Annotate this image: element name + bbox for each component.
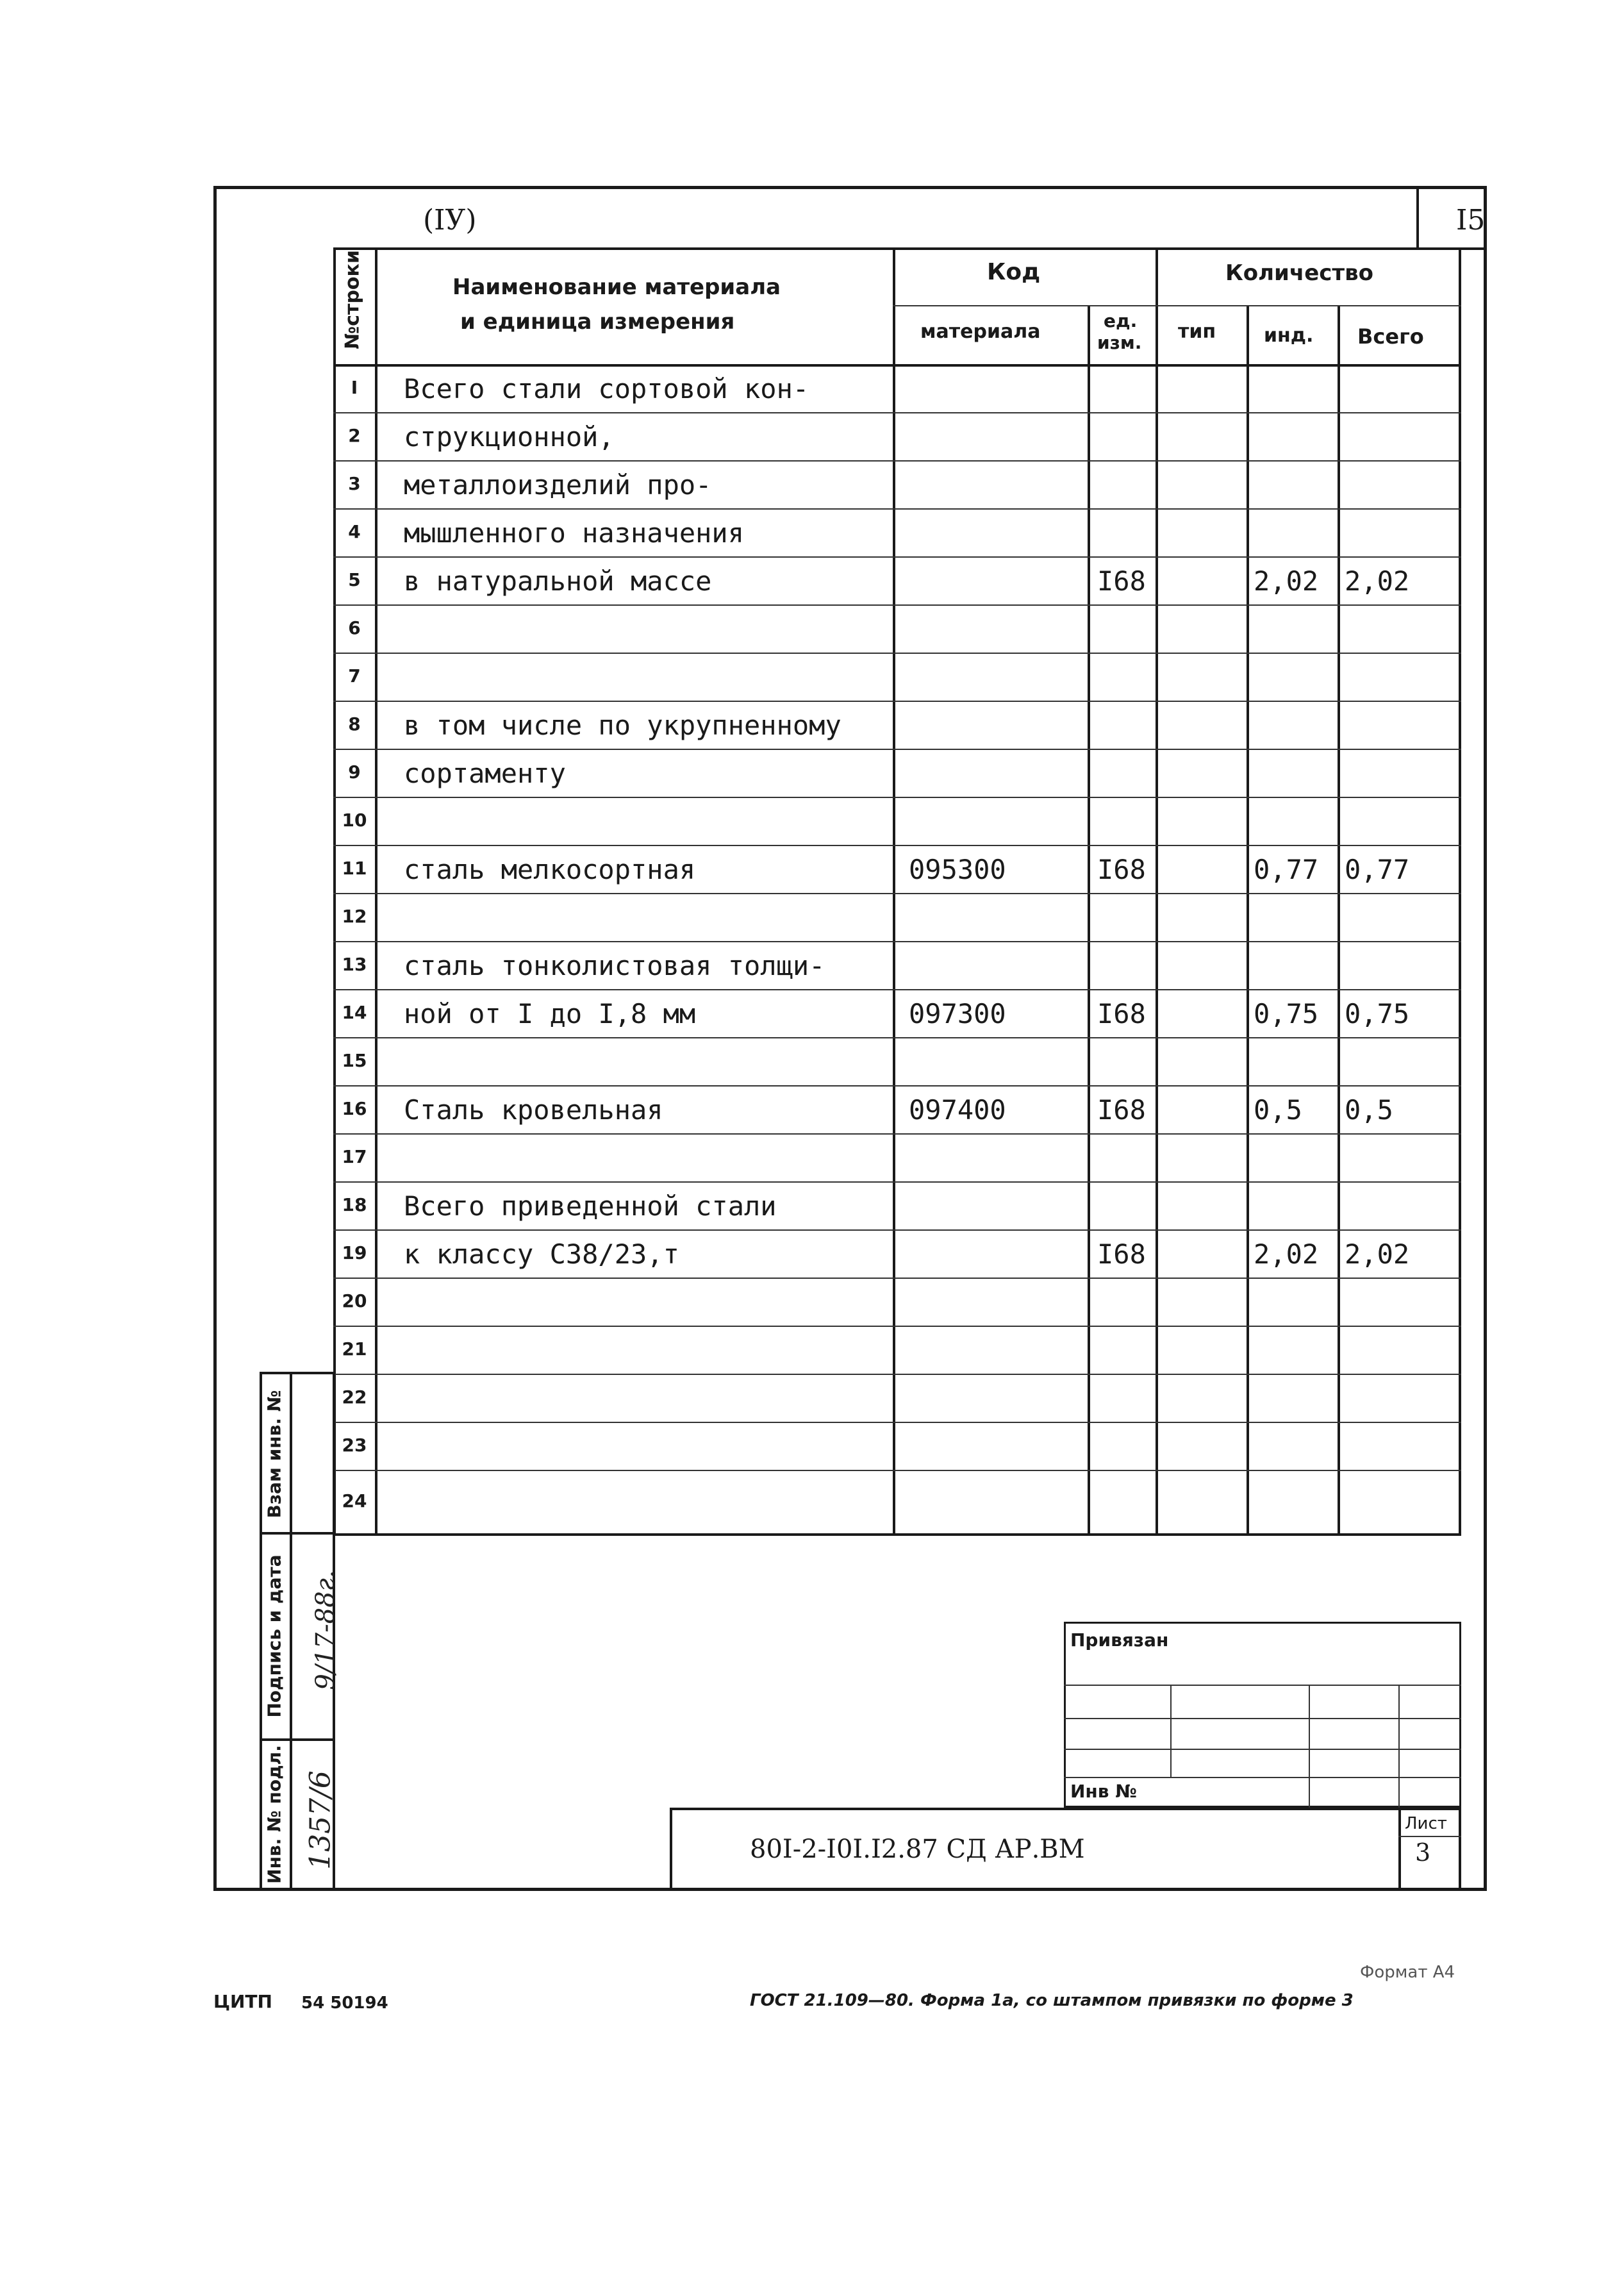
row-number: 21 — [342, 1338, 367, 1360]
row-number: 6 — [348, 617, 361, 638]
row-name: к классу С38/23,т — [404, 1238, 679, 1270]
row-separator — [333, 845, 1461, 846]
header-name-line2: и единица измерения — [460, 309, 735, 335]
binding-inv-label: Инв № — [1070, 1781, 1137, 1802]
binding-vline-1 — [1170, 1685, 1172, 1777]
row-separator — [333, 941, 1461, 942]
title-block-divider — [1398, 1808, 1401, 1891]
row-name: сортаменту — [404, 757, 566, 789]
row-number: 17 — [342, 1145, 367, 1167]
row-name: Сталь кровельная — [404, 1094, 663, 1126]
row-number: 22 — [342, 1386, 367, 1408]
row-number: 7 — [348, 665, 361, 687]
row-total: 0,75 — [1345, 997, 1410, 1029]
col-sep-rownum — [375, 247, 377, 1536]
row-number: 2 — [348, 424, 361, 446]
row-separator — [333, 556, 1461, 558]
row-unit: I68 — [1097, 565, 1146, 597]
row-unit: I68 — [1097, 1238, 1146, 1270]
row-number: 5 — [348, 569, 361, 590]
header-code-material: материала — [920, 321, 1041, 343]
header-code-unit-2: изм. — [1097, 332, 1142, 353]
row-separator — [333, 1470, 1461, 1471]
binding-vline-2 — [1309, 1685, 1310, 1808]
footer-format: Формат А4 — [1360, 1963, 1455, 1982]
row-separator — [333, 508, 1461, 510]
row-separator — [333, 1278, 1461, 1279]
row-number: 19 — [342, 1242, 367, 1263]
row-separator — [333, 1181, 1461, 1183]
row-number: 4 — [348, 520, 361, 542]
table-left-border — [333, 247, 336, 1536]
row-total: 0,5 — [1345, 1094, 1393, 1126]
col-sep-unit — [1156, 247, 1158, 1536]
row-separator — [333, 1037, 1461, 1038]
binding-stamp-title: Привязан — [1070, 1629, 1169, 1651]
row-separator — [333, 412, 1461, 413]
row-separator — [333, 893, 1461, 894]
row-number: 14 — [342, 1001, 367, 1023]
row-code: 095300 — [909, 853, 1006, 885]
row-name: струкционной, — [404, 420, 615, 453]
row-code: 097400 — [909, 1094, 1006, 1126]
row-total: 2,02 — [1345, 1238, 1410, 1270]
row-ind: 2,02 — [1254, 565, 1319, 597]
row-number: I — [351, 376, 358, 398]
row-number: 3 — [348, 472, 361, 494]
row-separator — [333, 749, 1461, 750]
row-name: ной от I до I,8 мм — [404, 997, 696, 1029]
binding-line-3 — [1064, 1749, 1461, 1750]
row-number: 10 — [342, 809, 367, 831]
row-separator — [333, 1326, 1461, 1327]
header-name-line1: Наименование материала — [452, 274, 781, 300]
header-code-group: Код — [987, 259, 1041, 285]
title-block-sheet-label: Лист — [1405, 1814, 1447, 1833]
row-separator — [333, 1374, 1461, 1375]
row-unit: I68 — [1097, 997, 1146, 1029]
footer-order: 54 50194 — [301, 1994, 388, 2013]
row-number: 12 — [342, 905, 367, 927]
row-name: сталь мелкосортная — [404, 853, 696, 885]
col-sep-ind — [1338, 305, 1340, 1536]
page-number: I5 — [1456, 204, 1486, 237]
row-number: 24 — [342, 1490, 367, 1511]
header-row-number: №строки — [341, 250, 364, 349]
row-separator — [333, 989, 1461, 990]
title-block-sheet-value: 3 — [1415, 1838, 1431, 1867]
footer-standard: ГОСТ 21.109—80. Форма 1а, со штампом привязки по форме 3 — [750, 1991, 1354, 2010]
row-name: в натуральной массе — [404, 565, 712, 597]
row-number: 9 — [348, 761, 361, 783]
col-sep-code-material — [1088, 305, 1090, 1536]
row-separator — [333, 653, 1461, 654]
binding-line-2 — [1064, 1718, 1461, 1719]
row-number: 18 — [342, 1194, 367, 1215]
row-number: 11 — [342, 857, 367, 879]
row-ind: 0,75 — [1254, 997, 1319, 1029]
side-stamp-sep1 — [260, 1532, 335, 1535]
row-separator — [333, 1422, 1461, 1423]
side-stamp-vzam: Взам инв. № — [263, 1390, 285, 1519]
row-separator — [333, 797, 1461, 798]
header-qty-type: тип — [1178, 321, 1216, 343]
page-number-divider — [1416, 186, 1419, 250]
header-qty-ind: инд. — [1264, 324, 1314, 347]
col-sep-name — [893, 247, 895, 1536]
row-total: 0,77 — [1345, 853, 1410, 885]
row-name: Всего приведенной стали — [404, 1190, 777, 1222]
row-code: 097300 — [909, 997, 1006, 1029]
table-bottom-border — [333, 1533, 1461, 1536]
row-ind: 0,5 — [1254, 1094, 1302, 1126]
side-stamp-sep2 — [260, 1738, 335, 1741]
row-ind: 2,02 — [1254, 1238, 1319, 1270]
row-name: металлоизделий про- — [404, 469, 712, 501]
row-separator — [333, 701, 1461, 702]
row-separator — [333, 604, 1461, 606]
side-stamp-podpis: Подпись и дата — [263, 1554, 285, 1718]
row-unit: I68 — [1097, 853, 1146, 885]
header-bottom-line — [333, 364, 1461, 367]
row-name: сталь тонколистовая толщи- — [404, 949, 825, 981]
title-block-designation: 80I-2-I0I.I2.87 СД АР.ВМ — [750, 1835, 1085, 1864]
side-stamp-inv-number: 1357/6 — [304, 1770, 337, 1870]
table-top-border — [333, 247, 1461, 250]
header-subline — [893, 305, 1461, 306]
row-unit: I68 — [1097, 1094, 1146, 1126]
row-name: Всего стали сортовой кон- — [404, 372, 809, 404]
side-stamp-divider — [290, 1372, 292, 1891]
table-right-border — [1459, 247, 1461, 1536]
binding-line-4 — [1064, 1777, 1461, 1778]
row-separator — [333, 1133, 1461, 1135]
side-stamp-inv-podl: Инв. № подл. — [263, 1745, 285, 1884]
side-stamp-signature: 9/17-88г. — [311, 1570, 340, 1690]
binding-line-1 — [1064, 1685, 1461, 1686]
row-number: 15 — [342, 1049, 367, 1071]
row-name: мышленного назначения — [404, 517, 745, 549]
header-qty-group: Количество — [1225, 260, 1374, 286]
col-sep-type — [1247, 305, 1249, 1536]
row-separator — [333, 1229, 1461, 1231]
binding-vline-3 — [1398, 1685, 1400, 1808]
header-qty-total: Всего — [1357, 324, 1424, 349]
footer-org: ЦИТП — [213, 1991, 272, 2012]
row-name: в том числе по укрупненному — [404, 709, 841, 741]
row-number: 16 — [342, 1097, 367, 1119]
row-separator — [333, 1085, 1461, 1087]
row-number: 23 — [342, 1434, 367, 1456]
row-number: 20 — [342, 1290, 367, 1311]
row-ind: 0,77 — [1254, 853, 1319, 885]
row-total: 2,02 — [1345, 565, 1410, 597]
row-number: 13 — [342, 953, 367, 975]
row-separator — [333, 460, 1461, 462]
section-marker: (IУ) — [423, 204, 477, 237]
header-code-unit-1: ед. — [1104, 310, 1138, 331]
row-number: 8 — [348, 713, 361, 735]
title-block-sheet-line — [1398, 1836, 1461, 1837]
